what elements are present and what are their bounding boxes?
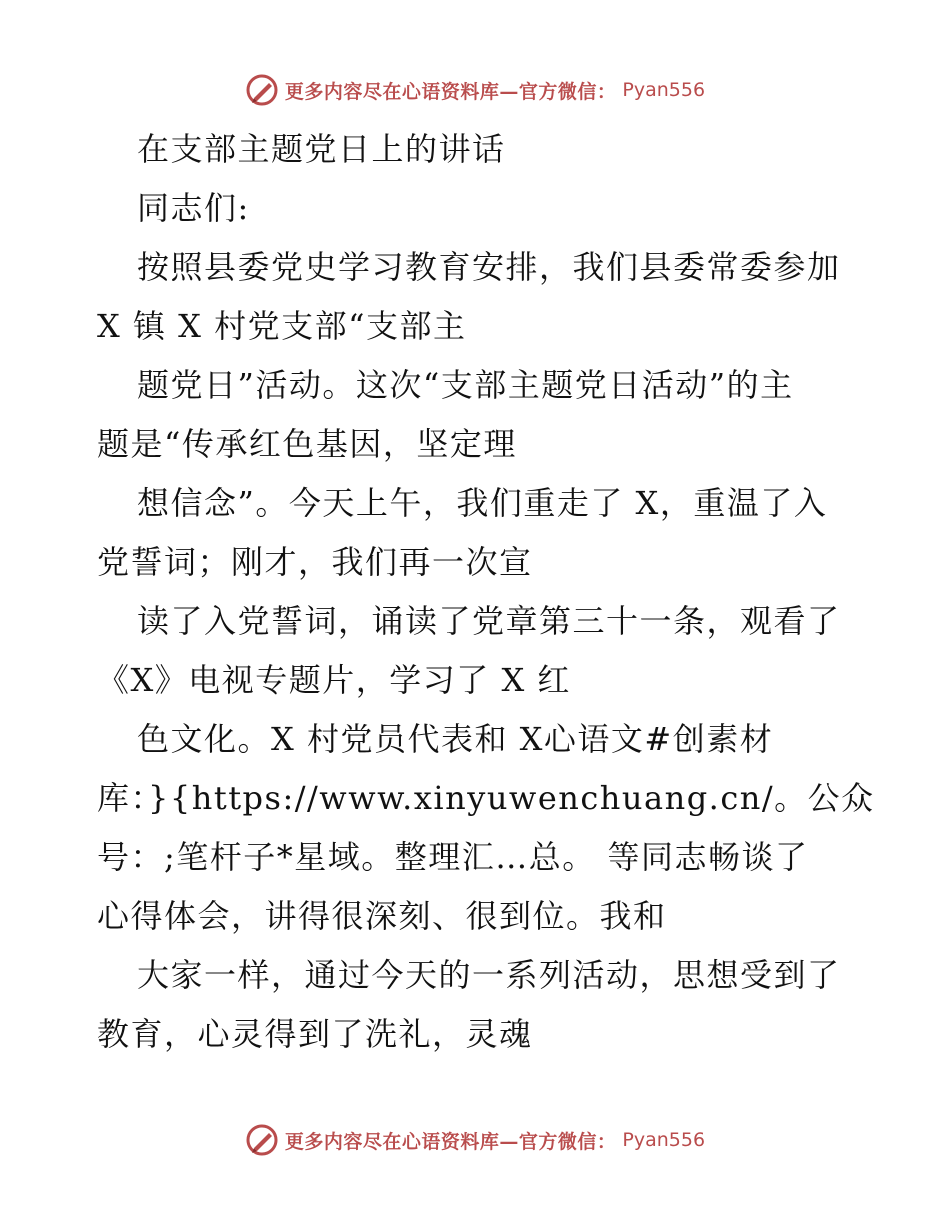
header-watermark-banner — [0, 70, 950, 110]
paragraph-line: 色文化。X 村党员代表和 X心语文#创素材 — [137, 720, 774, 758]
paragraph-line: 想信念”。今天上午，我们重走了 X，重温了入 — [137, 484, 828, 522]
watermark-contact: Pyan556 — [622, 1129, 706, 1151]
paragraph-line: X 镇 X 村党支部“支部主 — [97, 307, 467, 345]
document-title: 在支部主题党日上的讲话 — [137, 130, 506, 168]
watermark-text: 更多内容尽在心语资料库—官方微信： — [284, 1130, 617, 1153]
paragraph-line: 大家一样，通过今天的一系列活动，思想受到了 — [137, 956, 841, 994]
watermark-text: 更多内容尽在心语资料库—官方微信： — [284, 80, 617, 103]
paragraph-line: 号：;笔杆子*星域。整理汇…总。 等同志畅谈了 — [97, 838, 809, 876]
paragraph-line: 心得体会，讲得很深刻、很到位。我和 — [97, 897, 667, 935]
paragraph-line: 《X》电视专题片，学习了 X 红 — [97, 661, 571, 699]
paragraph-line: 党誓词；刚才，我们再一次宣 — [97, 543, 533, 581]
paragraph-line: 同志们: — [137, 189, 250, 227]
pen-circle-logo-icon — [245, 73, 279, 107]
document-body — [97, 120, 875, 1064]
paragraph-line: 库：}{https://www.xinyuwenchuang.cn/。公众 — [97, 779, 875, 817]
paragraph-line: 题是“传承红色基因，坚定理 — [97, 425, 517, 463]
paragraph-line: 按照县委党史学习教育安排，我们县委常委参加 — [137, 248, 841, 286]
paragraph-line: 教育，心灵得到了洗礼，灵魂 — [97, 1015, 533, 1053]
watermark-contact: Pyan556 — [622, 79, 706, 101]
pen-circle-logo-icon — [245, 1123, 279, 1157]
footer-watermark-banner — [0, 1120, 950, 1160]
paragraph-line: 读了入党誓词，诵读了党章第三十一条，观看了 — [137, 602, 841, 640]
paragraph-line: 题党日”活动。这次“支部主题党日活动”的主 — [137, 366, 794, 404]
